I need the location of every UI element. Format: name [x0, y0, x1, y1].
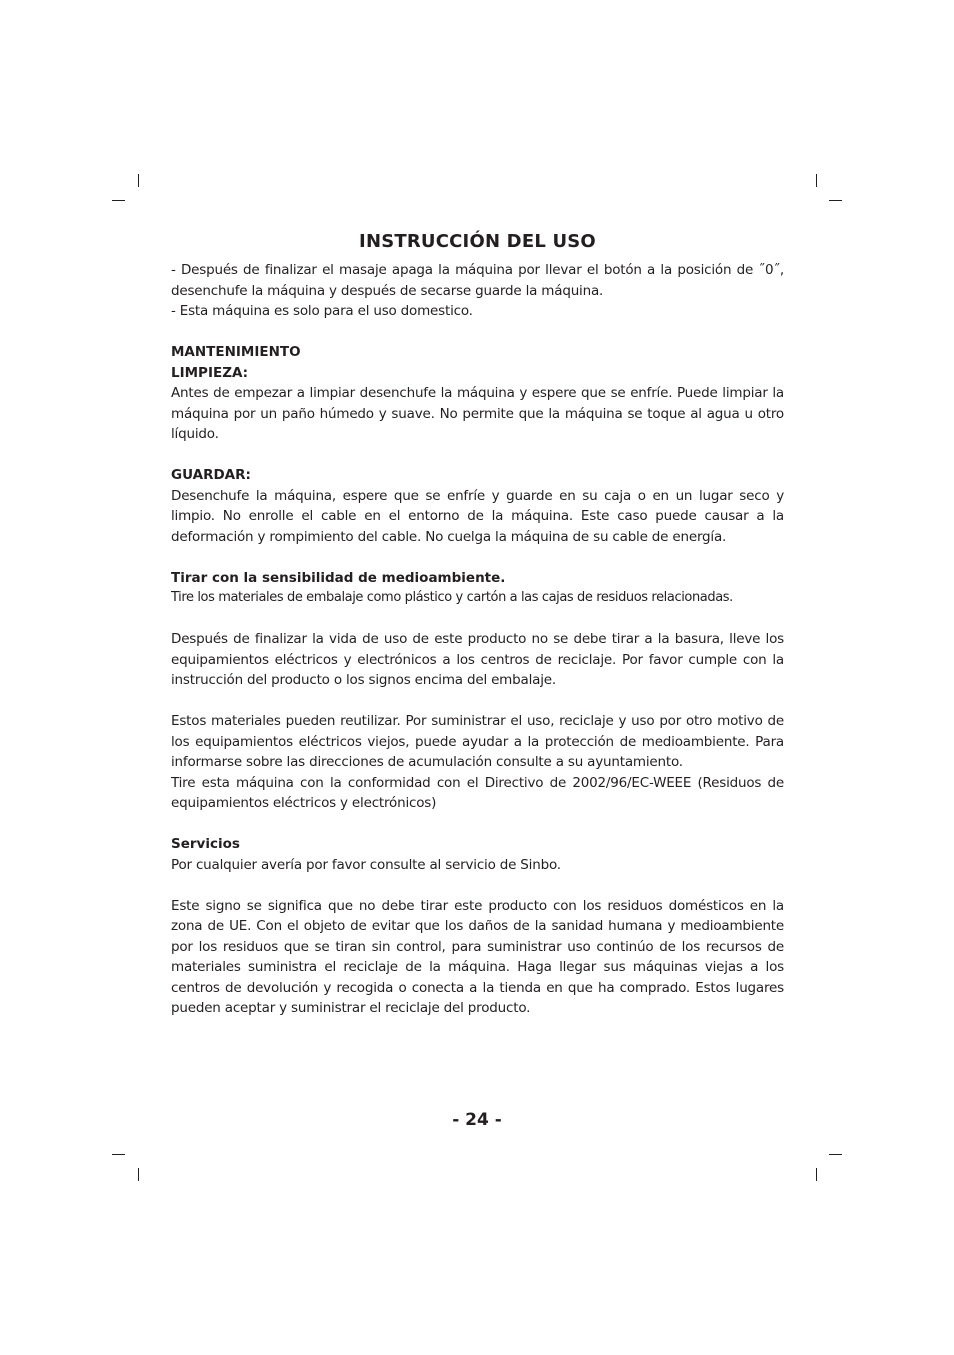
crop-mark-top-right-vertical [816, 174, 817, 187]
services-paragraph-1: Por cualquier avería por favor consulte al servicio de Sinbo. [171, 856, 561, 873]
environment-heading: Tirar con la sensibilidad de medioambiente. [171, 569, 506, 586]
maintenance-heading: MANTENIMIENTO [171, 344, 301, 360]
crop-mark-bottom-left-vertical [138, 1168, 139, 1181]
services-paragraph-2: Este signo se significa que no debe tirar este producto con los residuos domésticos en la zona de UE. Con el objeto de evitar que los daños de la sanidad humana y medioambiente por los residuos que se tiran sin control, para suministrar uso continúo de los recursos de materiales suministra el reciclaje de la máquina. Haga llegar sus máquinas viejas a los centros de devolución y recogida o conecta a la tienda en que ha comprado. Estos lugares pueden aceptar y suministrar el reciclaje del producto. [171, 897, 784, 1016]
intro-paragraph-1: - Después de finalizar el masaje apaga la máquina por llevar el botón a la posición de ˝0˝, desenchufe la máquina y después de secarse guarde la máquina. [171, 262, 784, 299]
crop-mark-top-right-horizontal [829, 200, 842, 201]
spacer [171, 609, 784, 630]
spacer [171, 691, 784, 712]
cleaning-heading: LIMPIEZA: [171, 364, 249, 381]
spacer [171, 445, 784, 466]
crop-mark-bottom-right-horizontal [829, 1154, 842, 1155]
spacer [171, 547, 784, 568]
crop-mark-top-left-horizontal [112, 200, 125, 201]
crop-mark-bottom-right-vertical [816, 1168, 817, 1181]
environment-paragraph-3: Estos materiales pueden reutilizar. Por suministrar el uso, reciclaje y uso por otro motivo de los equipamientos eléctricos viejos, puede ayudar a la protección de medioambiente. Para informarse sobre las direcciones de acumulación consulte a su ayuntamiento. [171, 713, 784, 770]
page-title: INSTRUCCIÓN DEL USO [359, 231, 596, 252]
crop-mark-top-left-vertical [138, 174, 139, 187]
page-content [171, 260, 784, 1019]
crop-mark-bottom-left-horizontal [112, 1154, 125, 1155]
services-heading: Servicios [171, 836, 240, 852]
environment-paragraph-4: Tire esta máquina con la conformidad con el Directivo de 2002/96/EC-WEEE (Residuos de equipamientos eléctricos y electrónicos) [171, 774, 784, 811]
storage-paragraph: Desenchufe la máquina, espere que se enfríe y guarde en su caja o en un lugar seco y limpio. No enrolle el cable en el entorno de la máquina. Este caso puede causar a la deformación y rompimiento del cable. No cuelga la máquina de su cable de energía. [171, 487, 784, 545]
spacer [171, 322, 784, 343]
spacer [171, 814, 784, 835]
storage-heading: GUARDAR: [171, 467, 251, 483]
spacer [171, 875, 784, 896]
intro-paragraph-2: - Esta máquina es solo para el uso domestico. [171, 303, 473, 319]
environment-paragraph-1: Tire los materiales de embalaje como plástico y cartón a las cajas de residuos relacionadas. [171, 590, 733, 605]
cleaning-paragraph: Antes de empezar a limpiar desenchufe la máquina y espere que se enfríe. Puede limpiar la máquina por un paño húmedo y suave. No permite que la máquina se toque al agua u otro líquido. [171, 385, 784, 442]
environment-paragraph-2: Después de finalizar la vida de uso de este producto no se debe tirar a la basura, lleve los equipamientos eléctricos y electrónicos a los centros de reciclaje. Por favor cumple con la instrucción del producto o los signos encima del embalaje. [171, 631, 784, 688]
page-number: - 24 - [452, 1110, 502, 1130]
